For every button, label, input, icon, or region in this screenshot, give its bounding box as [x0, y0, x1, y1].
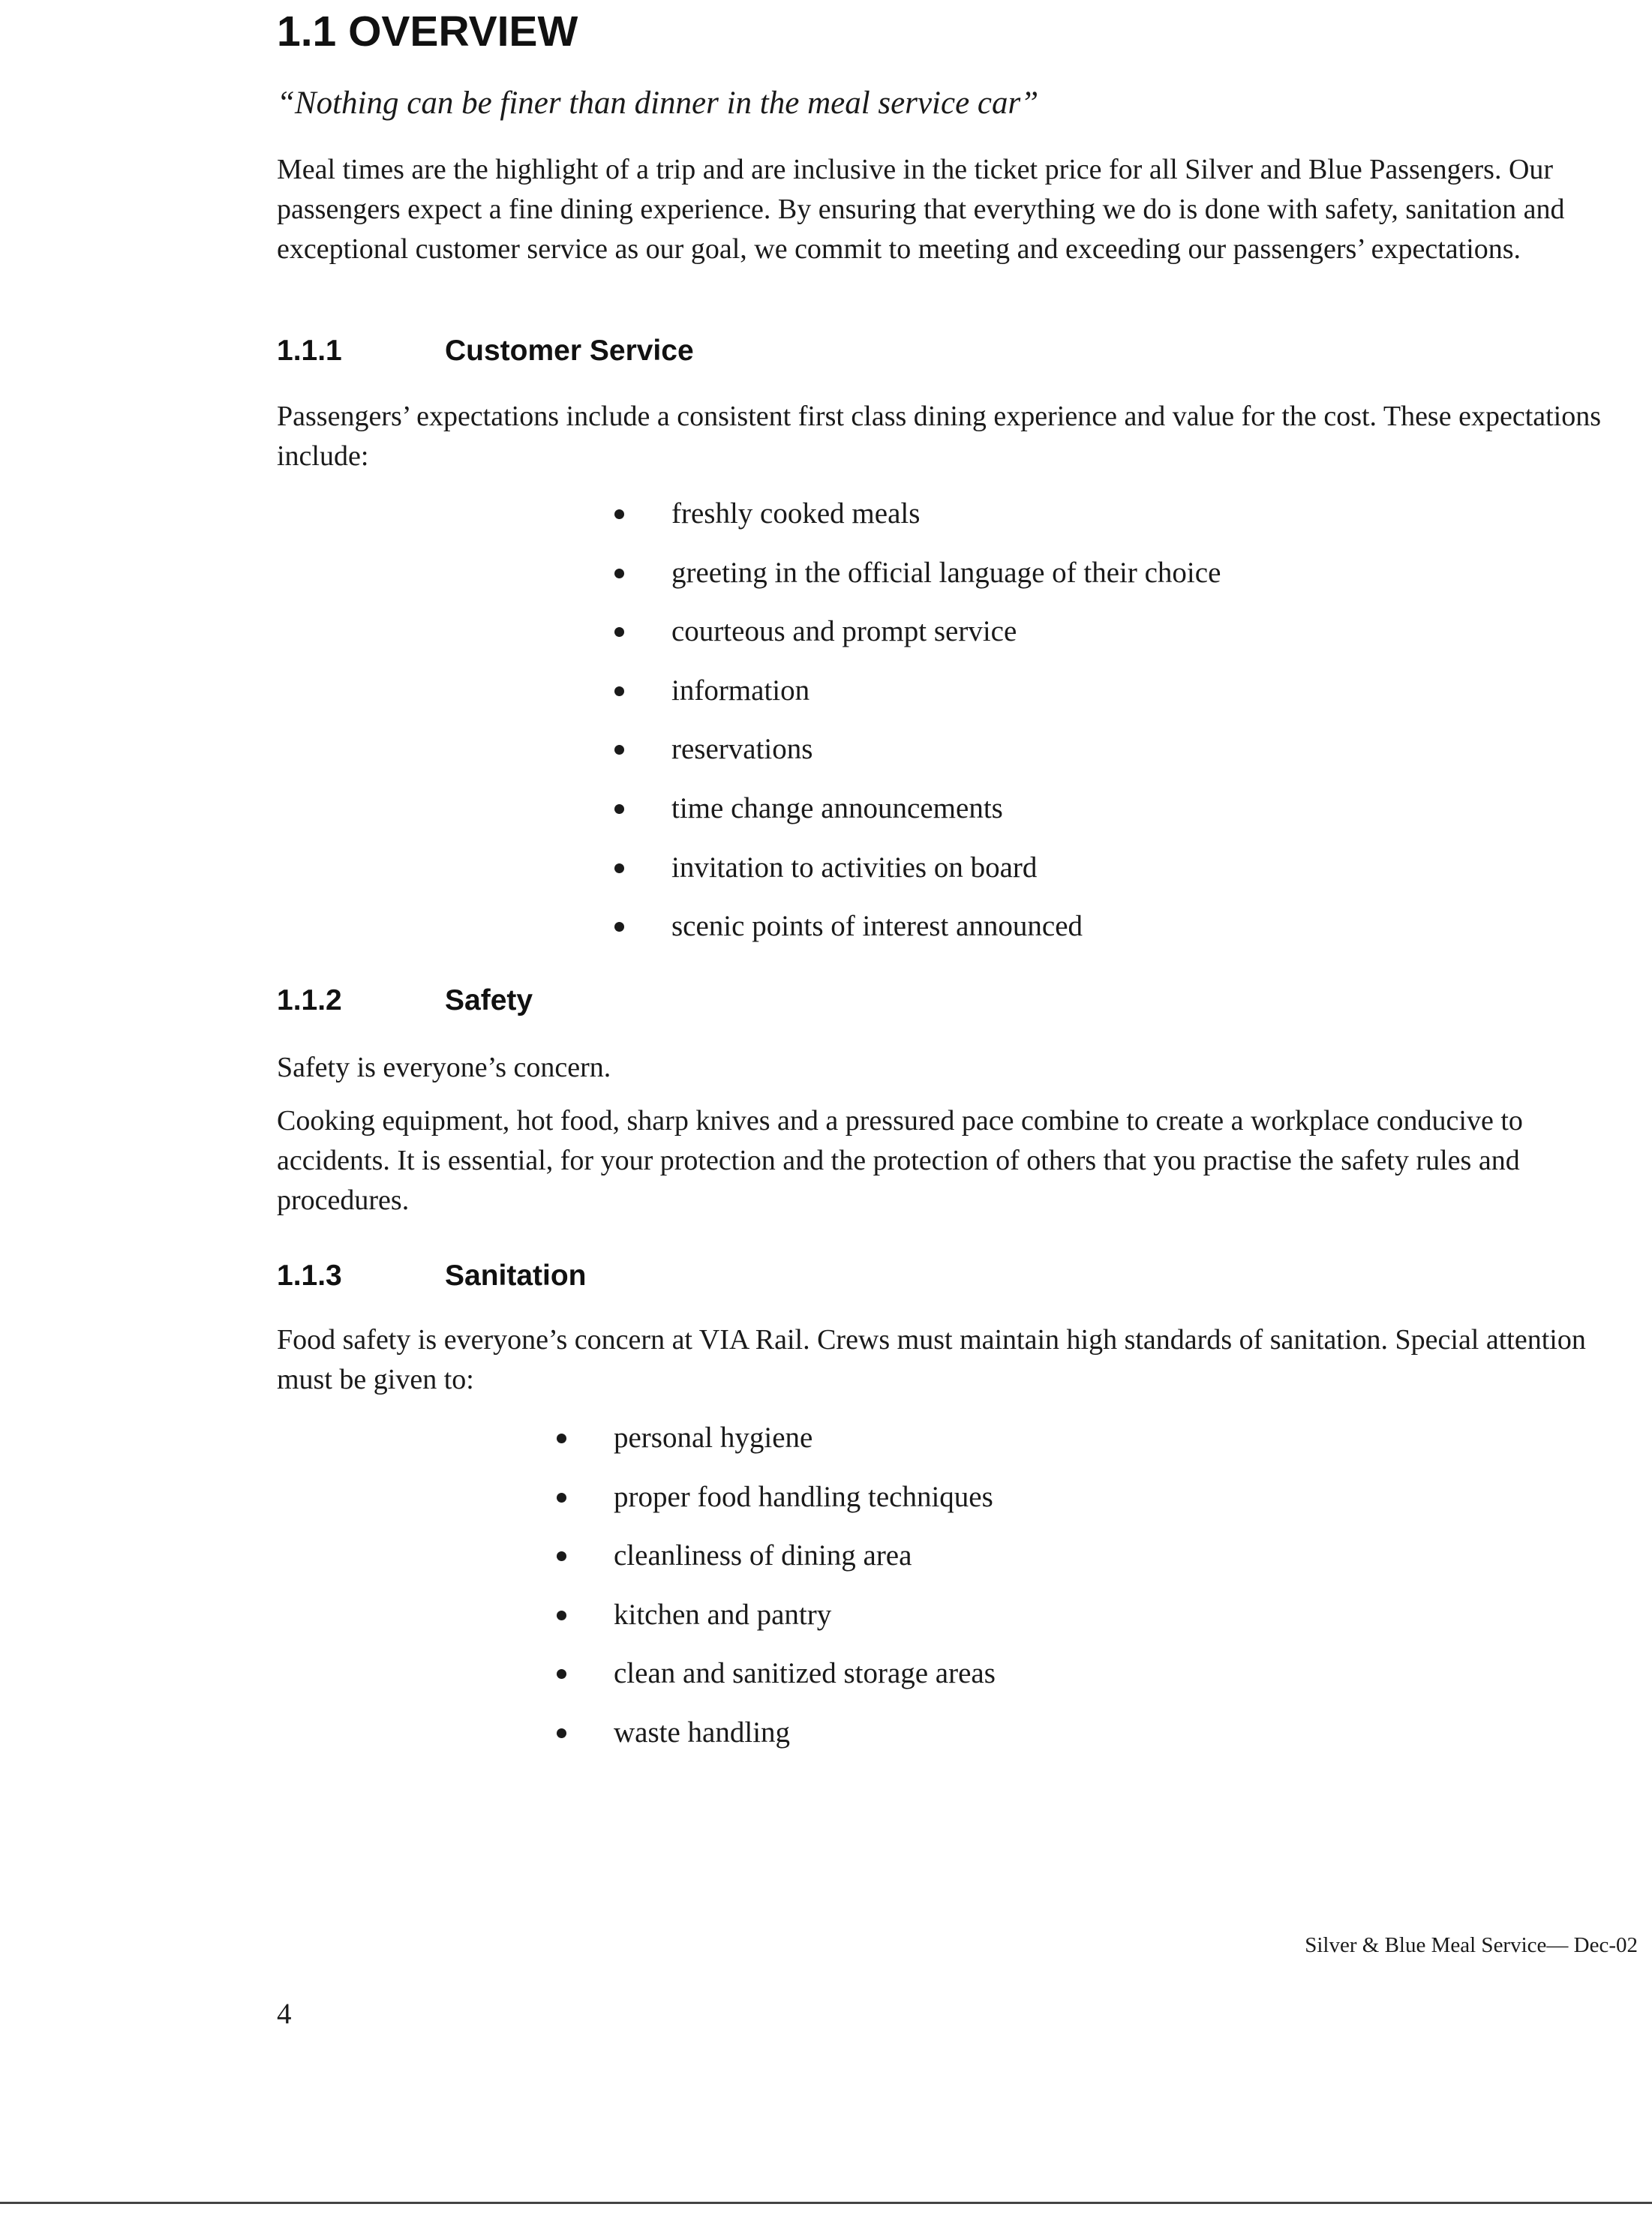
list-item: cleanliness of dining area	[614, 1537, 996, 1596]
bullet-icon	[557, 1728, 566, 1738]
customer-service-title: Customer Service	[445, 335, 694, 367]
intro-paragraph: Meal times are the highlight of a trip and are inclusive in the ticket price for all Silver and Blue Passengers. Our passengers expect a fine dining experience. By ensuring that everything we do is done with safety, sanitation and exceptional customer service as our goal, we commit to meeting and exceeding our passengers’ expectations.	[277, 154, 1565, 265]
list-item: freshly cooked meals	[671, 495, 1221, 554]
bullet-icon	[557, 1493, 566, 1503]
bullet-icon	[614, 922, 624, 932]
safety-title: Safety	[445, 984, 533, 1016]
intro-quote: “Nothing can be finer than dinner in the meal service car”	[277, 86, 1039, 121]
section-heading: 1.1 OVERVIEW	[277, 8, 578, 56]
list-item: greeting in the official language of their choice	[671, 554, 1221, 614]
sanitation-number: 1.1.3	[277, 1260, 342, 1292]
bullet-icon	[614, 804, 624, 814]
bullet-icon	[614, 686, 624, 696]
sanitation-list	[614, 1419, 996, 1773]
list-item: reservations	[671, 731, 1221, 790]
safety-number: 1.1.2	[277, 984, 342, 1016]
list-item: scenic points of interest announced	[671, 908, 1221, 967]
list-item: clean and sanitized storage areas	[614, 1655, 996, 1714]
list-item: invitation to activities on board	[671, 849, 1221, 908]
list-item: kitchen and pantry	[614, 1596, 996, 1656]
safety-intro: Safety is everyone’s concern.	[277, 1052, 611, 1083]
safety-heading	[277, 982, 533, 1019]
sanitation-heading	[277, 1257, 587, 1295]
list-item: personal hygiene	[614, 1419, 996, 1479]
page-number: 4	[277, 1998, 292, 2030]
bullet-icon	[557, 1551, 566, 1561]
list-item: courteous and prompt service	[671, 613, 1221, 672]
sanitation-title: Sanitation	[445, 1260, 587, 1292]
customer-service-heading	[277, 332, 694, 370]
list-item: information	[671, 672, 1221, 731]
bullet-icon	[614, 745, 624, 755]
list-item: waste handling	[614, 1714, 996, 1773]
bullet-icon	[614, 509, 624, 519]
bullet-icon	[557, 1669, 566, 1679]
customer-service-paragraph: Passengers’ expectations include a consistent first class dining experience and value for the cost. These expectations include:	[277, 401, 1602, 472]
bullet-icon	[614, 627, 624, 637]
list-item: time change announcements	[671, 790, 1221, 849]
list-item: proper food handling techniques	[614, 1479, 996, 1538]
page-footer: Silver & Blue Meal Service— Dec-02	[1305, 1933, 1638, 1957]
sanitation-paragraph: Food safety is everyone’s concern at VIA Rail. Crews must maintain high standards of sanitation. Special attention must be given to:	[277, 1324, 1586, 1395]
page-bottom-edge	[0, 2202, 1652, 2204]
bullet-icon	[614, 863, 624, 873]
bullet-icon	[614, 569, 624, 578]
bullet-icon	[557, 1434, 566, 1443]
bullet-icon	[557, 1611, 566, 1620]
customer-service-number: 1.1.1	[277, 335, 342, 367]
customer-expectations-list	[671, 495, 1221, 967]
safety-paragraph: Cooking equipment, hot food, sharp knives and a pressured pace combine to create a workplace conducive to accidents. It is essential, for your protection and the protection of others that you practise the safety rules and procedures.	[277, 1105, 1523, 1216]
